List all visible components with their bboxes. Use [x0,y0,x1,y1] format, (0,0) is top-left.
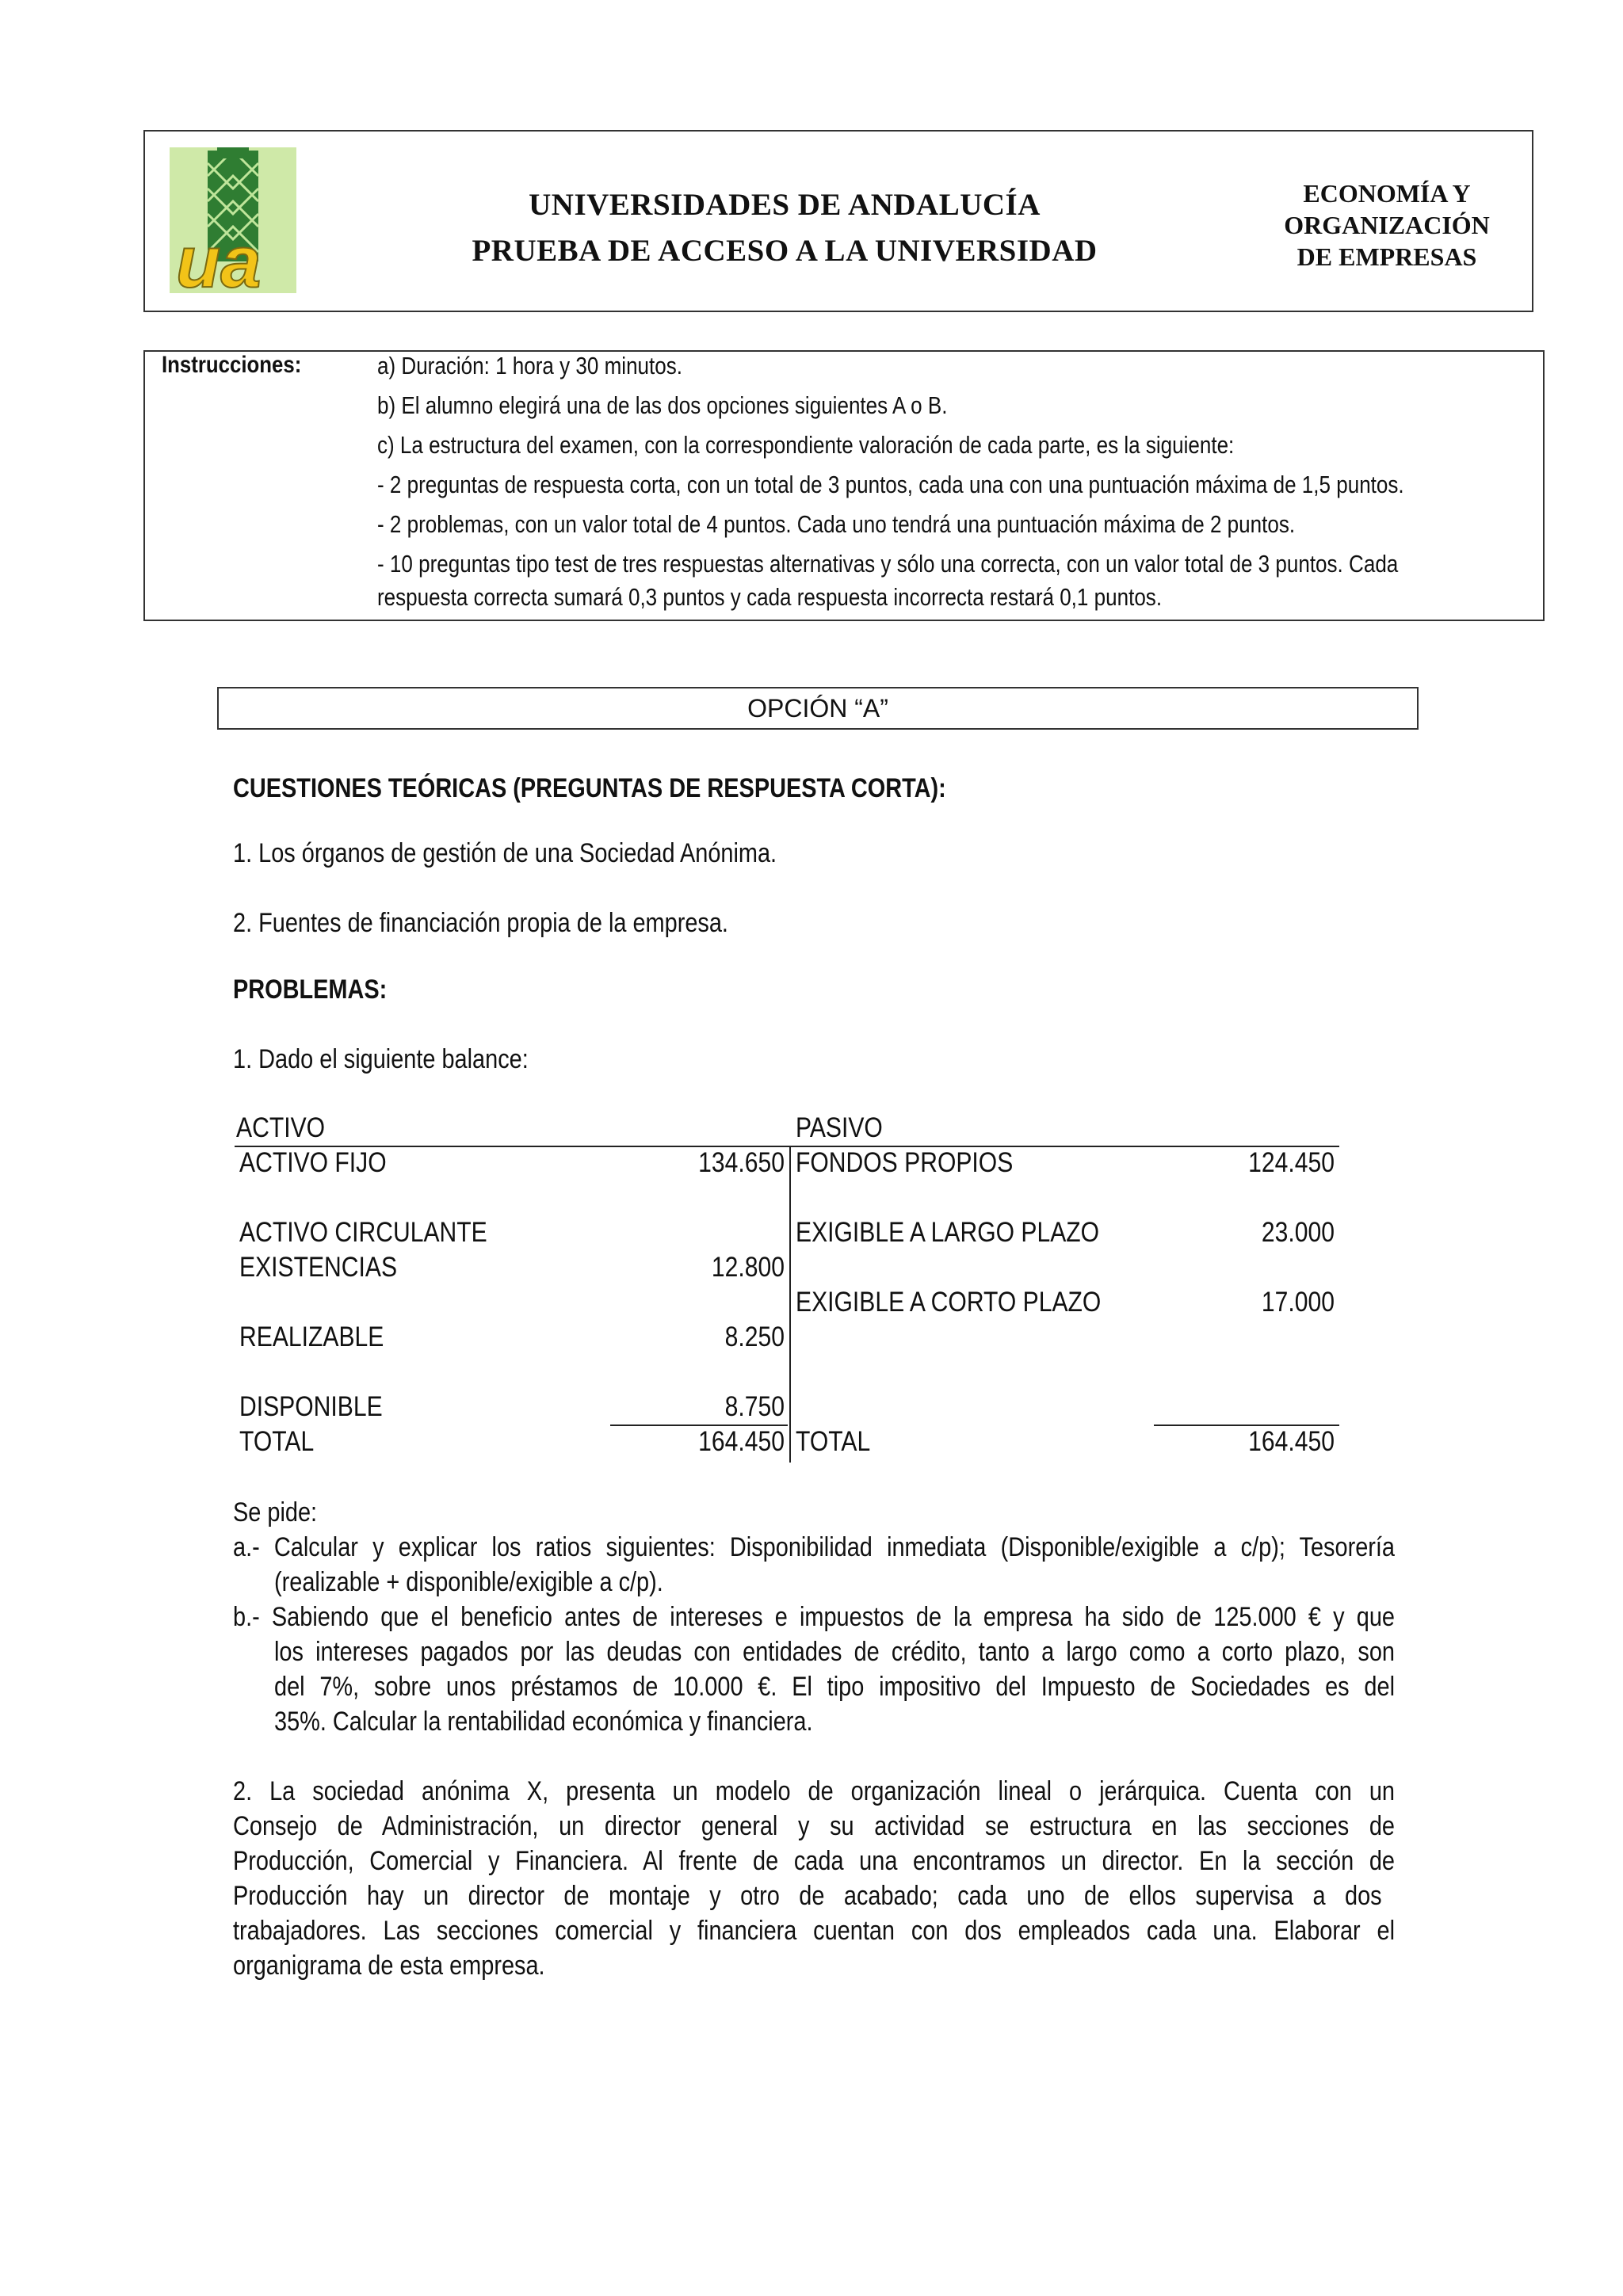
svg-text:ua: ua [176,222,262,293]
se-pide: Se pide: [233,1497,318,1527]
instruction-line: a) Duración: 1 hora y 30 minutos. [377,352,683,379]
subject-line: ECONOMÍA Y [1303,179,1471,208]
part-b-line: b.- Sabiendo que el beneficio antes de intereses e impuestos de la empresa ha sido de 125.000 € y que [233,1602,1396,1632]
column-divider [789,1146,791,1463]
instruction-line: c) La estructura del examen, con la correspondiente valoración de cada parte, es la siguiente: [377,431,1235,459]
part-b-line: del 7%, sobre unos préstamos de 10.000 €. El tipo impositivo del Impuesto de Sociedades es del [274,1672,1396,1702]
total-activo-label: TOTAL [239,1426,315,1457]
realizable-value: 8.250 [724,1322,785,1352]
university-title: UNIVERSIDADES DE ANDALUCÍA [529,188,1041,222]
pasivo-header: PASIVO [796,1112,883,1143]
exigible-lp-label: EXIGIBLE A LARGO PLAZO [796,1217,1100,1248]
instruction-line: b) El alumno elegirá una de las dos opciones siguientes A o B. [377,391,948,419]
exigible-lp-value: 23.000 [1261,1217,1335,1248]
existencias-value: 12.800 [711,1252,785,1283]
part-a-line: (realizable + disponible/exigible a c/p). [274,1567,663,1597]
subject-title [1252,177,1522,273]
exigible-cp-value: 17.000 [1261,1287,1335,1318]
header-rule [235,1146,1339,1147]
existencias-label: EXISTENCIAS [239,1252,398,1283]
instruction-line: - 2 preguntas de respuesta corta, con un total de 3 puntos, cada una con una puntuación máxima de 1,5 puntos. [377,471,1404,498]
activo-header: ACTIVO [236,1112,326,1143]
disponible-label: DISPONIBLE [239,1391,383,1422]
total-pasivo-label: TOTAL [796,1426,871,1457]
total-activo-value: 164.450 [698,1426,785,1457]
subject-line: ORGANIZACIÓN [1284,211,1490,239]
activo-fijo-value: 134.650 [698,1147,785,1178]
problem-2-line: Consejo de Administración, un director general y su actividad se estructura en las secciones de [233,1811,1395,1841]
problem-1-intro: 1. Dado el siguiente balance: [233,1044,529,1074]
exigible-cp-label: EXIGIBLE A CORTO PLAZO [796,1287,1102,1318]
disponible-value: 8.750 [724,1391,785,1422]
part-b-line: los intereses pagados por las deudas con entidades de crédito, tanto a largo como a corto plazo, son [274,1637,1395,1667]
activo-fijo-label: ACTIVO FIJO [239,1147,387,1178]
part-a-line: a.- Calcular y explicar los ratios siguientes: Disponibilidad inmediata (Disponible/exigible a c/p); Tesorería [233,1532,1395,1562]
theory-question-1: 1. Los órganos de gestión de una Sociedad Anónima. [233,838,777,868]
problem-2-line: Producción, Comercial y Financiera. Al frente de cada una encontramos un director. En la sección de [233,1846,1395,1876]
instruction-line: respuesta correcta sumará 0,3 puntos y cada respuesta incorrecta restará 0,1 puntos. [377,583,1163,611]
problem-2-line: Producción hay un director de montaje y otro de acabado; cada uno de ellos supervisa a dos [233,1881,1382,1911]
subject-line: DE EMPRESAS [1296,242,1477,271]
problem-2-line: trabajadores. Las secciones comercial y financiera cuentan con dos empleados cada una. Elaborar el [233,1916,1395,1946]
theory-heading: CUESTIONES TEÓRICAS (PREGUNTAS DE RESPUESTA CORTA): [233,773,946,803]
instructions-label: Instrucciones: [162,352,302,378]
exam-title: PRUEBA DE ACCESO A LA UNIVERSIDAD [472,234,1098,268]
instruction-line: - 10 preguntas tipo test de tres respuestas alternativas y sólo una correcta, con un valor total de 3 puntos. Cada [377,550,1399,578]
option-banner: OPCIÓN “A” [217,687,1419,730]
part-b-line: 35%. Calcular la rentabilidad económica y financiera. [274,1707,813,1737]
problems-heading: PROBLEMAS: [233,974,388,1005]
total-pasivo-value: 164.450 [1248,1426,1335,1457]
fondos-propios-label: FONDOS PROPIOS [796,1147,1014,1178]
university-logo [170,147,296,293]
problem-2-line: 2. La sociedad anónima X, presenta un modelo de organización lineal o jerárquica. Cuenta con un [233,1776,1395,1806]
theory-question-2: 2. Fuentes de financiación propia de la empresa. [233,908,728,938]
fondos-propios-value: 124.450 [1248,1147,1335,1178]
realizable-label: REALIZABLE [239,1322,384,1352]
instruction-line: - 2 problemas, con un valor total de 4 puntos. Cada uno tendrá una puntuación máxima de 2 puntos. [377,510,1296,538]
activo-circulante-label: ACTIVO CIRCULANTE [239,1217,487,1248]
problem-2-line: organigrama de esta empresa. [233,1951,545,1981]
